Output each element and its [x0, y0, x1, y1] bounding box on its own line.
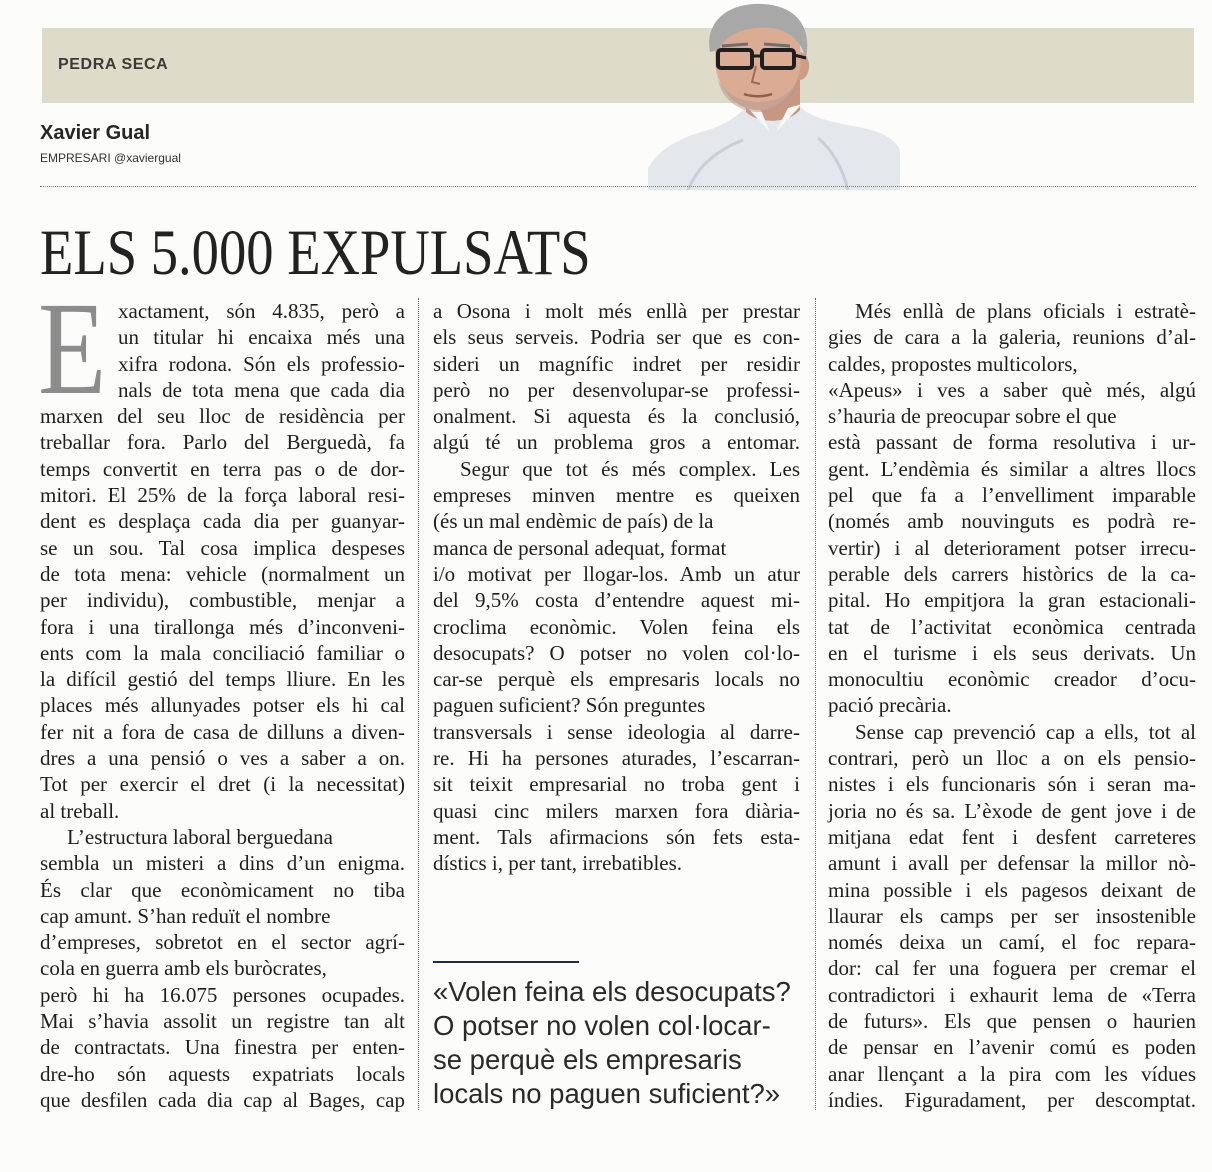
article-line-text: És clar que econòmicament no tiba	[40, 877, 405, 902]
article-line-text: Segur que tot és més complex. Les	[460, 456, 800, 481]
article-line	[828, 429, 1196, 455]
article-line	[433, 666, 800, 692]
article-line-text: fer nit a fora de casa de dilluns a diven-	[40, 719, 405, 744]
drop-cap: E	[38, 274, 107, 422]
article-line	[40, 508, 405, 534]
article-line	[40, 351, 405, 377]
article-line	[828, 955, 1196, 981]
article-line-text: de pensar en l’avenir comú es poden	[828, 1035, 1196, 1060]
article-line-text: dor: cal fer una foguera per cremar el	[828, 956, 1196, 981]
article-line	[40, 982, 405, 1008]
article-line-text: mitjana edat fent i desfent carreteres	[828, 824, 1196, 849]
article-line-text: L’estructura laboral berguedana	[67, 824, 333, 849]
article-line	[40, 666, 405, 692]
column-divider	[418, 298, 419, 1110]
article-line-text: onalment. Si aquesta és la conclusió,	[433, 404, 800, 429]
article-line	[40, 1034, 405, 1060]
article-line-text: contrari, però un lloc a on els pensio-	[828, 746, 1196, 771]
article-line	[828, 587, 1196, 613]
pull-quote-text: locals no paguen suficient?»	[433, 1078, 781, 1109]
article-line-text: d’empreses, sobretot en el sector agrí-	[40, 930, 405, 955]
article-line	[433, 429, 800, 455]
article-line-text: nals de tota mena que cada dia	[118, 377, 405, 402]
article-line-text: marxen del seu lloc de residència per	[40, 404, 405, 429]
article-line-text: en el turisme i els seus derivats. Un	[828, 640, 1196, 665]
article-line-text: pital. Ho empitjora la gran estacionali-	[828, 588, 1196, 613]
headline: ELS 5.000 EXPULSATS	[40, 217, 591, 289]
article-line	[40, 1087, 405, 1113]
pull-quote-text: O potser no volen col·locar-	[433, 1010, 771, 1041]
article-line-text: per individu), combustible, menjar a	[40, 588, 405, 613]
article-line	[40, 561, 405, 587]
article-line	[40, 403, 405, 429]
article-line-text: vertir) i al deteriorament potser irrecu-	[828, 535, 1196, 560]
article-line-text: mina possible i els pagesos deixant de	[828, 877, 1196, 902]
article-line	[828, 982, 1196, 1008]
article-line	[433, 298, 800, 324]
article-line-text: (només amb nouvinguts es podrà re-	[828, 509, 1196, 534]
article-line	[828, 482, 1196, 508]
article-line-text: cola en guerra amb els buròcrates,	[40, 956, 327, 981]
article-line-text: la difícil gestió del temps lliure. En les	[40, 667, 405, 692]
article-column-1	[40, 298, 405, 1113]
article-line-text: croclima econòmic. Volen feina els	[433, 614, 800, 639]
article-line	[828, 824, 1196, 850]
article-line-text: amunt i avall per defensar la millor nò-	[828, 851, 1196, 876]
article-line	[433, 587, 800, 613]
header-divider	[40, 186, 1196, 187]
author-role: EMPRESARI	[40, 151, 111, 165]
article-line-text: quasi cinc milers marxen fora diària-	[433, 798, 800, 823]
article-line	[40, 456, 405, 482]
article-line	[40, 798, 405, 824]
pull-quote-rule	[433, 961, 579, 963]
article-line-text: a Osona i molt més enllà per prestar	[433, 299, 800, 323]
article-line	[828, 535, 1196, 561]
article-line-text: perable dels carrers històrics de la ca-	[828, 561, 1196, 586]
article-line-text: sembla un misteri a dins d’un enigma.	[40, 851, 405, 876]
article-line-text: que desfilen cada dia cap al Bages, cap	[40, 1087, 405, 1112]
article-line-text: gent. L’endèmia és similar a altres llocs	[828, 456, 1196, 481]
article-line	[433, 561, 800, 587]
article-line-text: contradictori i exhaurit lema de «Terra	[828, 982, 1196, 1007]
article-line-text: monocultiu econòmic creador d’ocu-	[828, 667, 1196, 692]
article-line	[828, 850, 1196, 876]
article-line-text: i/o motivat per llogar-los. Amb un atur	[433, 561, 800, 586]
article-line	[40, 482, 405, 508]
article-line-text: pel que fa a l’envelliment imparable	[828, 483, 1196, 508]
article-line-text: de futurs». Els que pensen o haurien	[828, 1009, 1196, 1034]
article-line-text: transversals i sense ideologia al darre-	[433, 719, 800, 744]
article-line	[433, 535, 800, 561]
article-line-text: només deixa un camí, el foc repara-	[828, 930, 1196, 955]
article-line	[828, 1061, 1196, 1087]
article-line	[828, 877, 1196, 903]
author-name: Xavier Gual	[40, 122, 151, 144]
article-line	[828, 903, 1196, 929]
article-line-text: tat de l’activitat econòmica centrada	[828, 614, 1196, 639]
article-line	[433, 351, 800, 377]
article-line	[828, 508, 1196, 534]
pull-quote-line	[433, 975, 800, 1009]
article-line-text: els seus serveis. Podria ser que es con-	[433, 325, 800, 350]
author-byline	[40, 150, 181, 166]
article-line-text: ment. Tals afirmacions són fets esta-	[433, 824, 800, 849]
article-line	[828, 666, 1196, 692]
article-line	[40, 298, 405, 324]
article-line-text: del 9,5% costa d’entendre aquest mi-	[433, 588, 800, 613]
article-line	[433, 719, 800, 745]
article-line	[40, 324, 405, 350]
article-line	[40, 719, 405, 745]
article-line-text: xactament, són 4.835, però a	[118, 299, 405, 323]
article-line-text: un titular hi encaixa més una	[118, 325, 405, 350]
article-line	[828, 324, 1196, 350]
article-line	[433, 377, 800, 403]
article-line-text: Tot per exercir el dret (i la necessitat)	[40, 772, 405, 797]
section-label: PEDRA SECA	[58, 56, 169, 73]
article-line-text: anar llençant a la pira com les vídues	[828, 1061, 1196, 1086]
article-line-text: empreses minven mentre es queixen	[433, 483, 800, 508]
article-line-text: dent es desplaça cada dia per guanyar-	[40, 509, 405, 534]
pull-quote-text: «Volen feina els desocupats?	[433, 976, 791, 1007]
article-line	[40, 429, 405, 455]
article-line	[828, 798, 1196, 824]
article-line	[40, 929, 405, 955]
article-line	[433, 692, 800, 718]
article-line	[40, 824, 405, 850]
article-line	[40, 1008, 405, 1034]
article-line-text: pació precària.	[828, 693, 952, 718]
article-line	[433, 798, 800, 824]
pull-quote-line	[433, 1043, 800, 1077]
article-line-text: nistes i els funcionaris són i seran ma-	[828, 772, 1196, 797]
article-line	[828, 1087, 1196, 1113]
article-line-text: re. Hi ha persones aturades, l’escarran-	[433, 746, 800, 771]
pull-quote-line	[433, 1009, 800, 1043]
article-line	[828, 456, 1196, 482]
article-line-text: mitori. El 25% de la força laboral resi-	[40, 483, 405, 508]
article-line-text: treballar fora. Parlo del Berguedà, fa	[40, 430, 405, 455]
article-line	[828, 298, 1196, 324]
article-line	[433, 482, 800, 508]
article-line	[433, 824, 800, 850]
article-line	[828, 719, 1196, 745]
article-line-text: caldes, propostes multicolors,	[828, 351, 1078, 376]
section-band	[42, 28, 1194, 103]
article-line	[433, 745, 800, 771]
article-line	[828, 745, 1196, 771]
article-line-text: Mai s’havia assolit un registre tan alt	[40, 1009, 405, 1034]
article-line-text: places més allunyades potser els hi cal	[40, 693, 405, 718]
article-line-text: temps convertit en terra pas o de dor-	[40, 456, 405, 481]
pull-quote	[433, 975, 800, 1111]
article-line-text: dres a una pensió o ves a saber a on.	[40, 746, 405, 771]
article-line-text: desocupats? O potser no volen col·lo-	[433, 640, 800, 665]
article-line	[40, 903, 405, 929]
article-line-text: gies de cara a la galeria, reunions d’al-	[828, 325, 1196, 350]
article-line	[40, 587, 405, 613]
article-line	[40, 771, 405, 797]
article-line	[828, 351, 1196, 377]
pull-quote-line	[433, 1077, 800, 1111]
article-line	[40, 745, 405, 771]
article-line	[40, 535, 405, 561]
article-line	[828, 771, 1196, 797]
article-line-text: Més enllà de plans oficials i estratè-	[855, 299, 1196, 323]
article-line	[433, 403, 800, 429]
article-line	[40, 377, 405, 403]
article-line	[433, 640, 800, 666]
article-line-text: però no per desenvolupar-se professi-	[433, 377, 800, 402]
article-line	[828, 1034, 1196, 1060]
article-line-text: sideri un magnífic indret per residir	[433, 351, 800, 376]
article-line-text: de contractats. Una finestra per enten-	[40, 1035, 405, 1060]
article-line-text: joria no és sa. L’èxode de gent jove i de	[828, 798, 1196, 823]
article-line-text: se un sou. Tal cosa implica despeses	[40, 535, 405, 560]
article-line	[433, 850, 800, 876]
pull-quote-text: se perquè els empresaris	[433, 1044, 742, 1075]
article-line-text: està passant de forma resolutiva i ur-	[828, 430, 1196, 455]
article-line	[433, 771, 800, 797]
article-line-text: paguen suficient? Són preguntes	[433, 693, 706, 718]
article-line	[40, 955, 405, 981]
article-line-text: fora i una tirallonga més d’inconveni-	[40, 614, 405, 639]
article-line	[433, 324, 800, 350]
article-line	[40, 1061, 405, 1087]
article-line-text: ents com la mala conciliació familiar o	[40, 640, 405, 665]
article-line	[433, 456, 800, 482]
article-line-text: car-se perquè els empresaris locals no	[433, 667, 800, 692]
article-line-text: xifra rodona. Són els professio-	[118, 351, 405, 376]
article-line	[828, 929, 1196, 955]
article-line	[828, 614, 1196, 640]
article-line-text: sit teixit empresarial no troba gent i	[433, 772, 800, 797]
article-line-text: índies. Figuradament, per descomptat.	[828, 1087, 1196, 1112]
article-line-text: al treball.	[40, 798, 120, 823]
article-line-text: (és un mal endèmic de país) de la	[433, 509, 714, 534]
article-column-2	[433, 298, 800, 877]
article-line	[433, 508, 800, 534]
article-line	[40, 692, 405, 718]
article-line-text: de tota mena: vehicle (normalment un	[40, 561, 405, 586]
article-line	[828, 403, 1196, 429]
article-line	[40, 640, 405, 666]
article-line	[40, 850, 405, 876]
article-column-3	[828, 298, 1196, 1113]
article-line-text: però hi ha 16.075 persones ocupades.	[40, 982, 405, 1007]
article-line	[828, 1008, 1196, 1034]
article-line-text: s’hauria de preocupar sobre el que	[828, 404, 1117, 429]
article-line-text: cap amunt. S’han reduït el nombre	[40, 903, 331, 928]
article-line-text: manca de personal adequat, format	[433, 535, 727, 560]
article-line-text: Sense cap prevenció cap a ells, tot al	[855, 719, 1196, 744]
article-line	[828, 561, 1196, 587]
article-line	[828, 692, 1196, 718]
article-line-text: llaurar els camps per ser insostenible	[828, 903, 1196, 928]
article-line-text: dre-ho són aquests expatriats locals	[40, 1061, 405, 1086]
article-line	[40, 614, 405, 640]
article-line	[40, 877, 405, 903]
author-photo	[648, 0, 900, 190]
article-line-text: dístics i, per tant, irrebatibles.	[433, 851, 683, 876]
article-line-text: algú té un problema gros a entomar.	[433, 430, 800, 455]
column-divider	[815, 298, 816, 1110]
article-line	[828, 640, 1196, 666]
article-line	[828, 377, 1196, 403]
article-line-text: «Apeus» i ves a saber què més, algú	[828, 377, 1196, 402]
article-line	[433, 614, 800, 640]
author-handle: @xaviergual	[114, 151, 181, 165]
